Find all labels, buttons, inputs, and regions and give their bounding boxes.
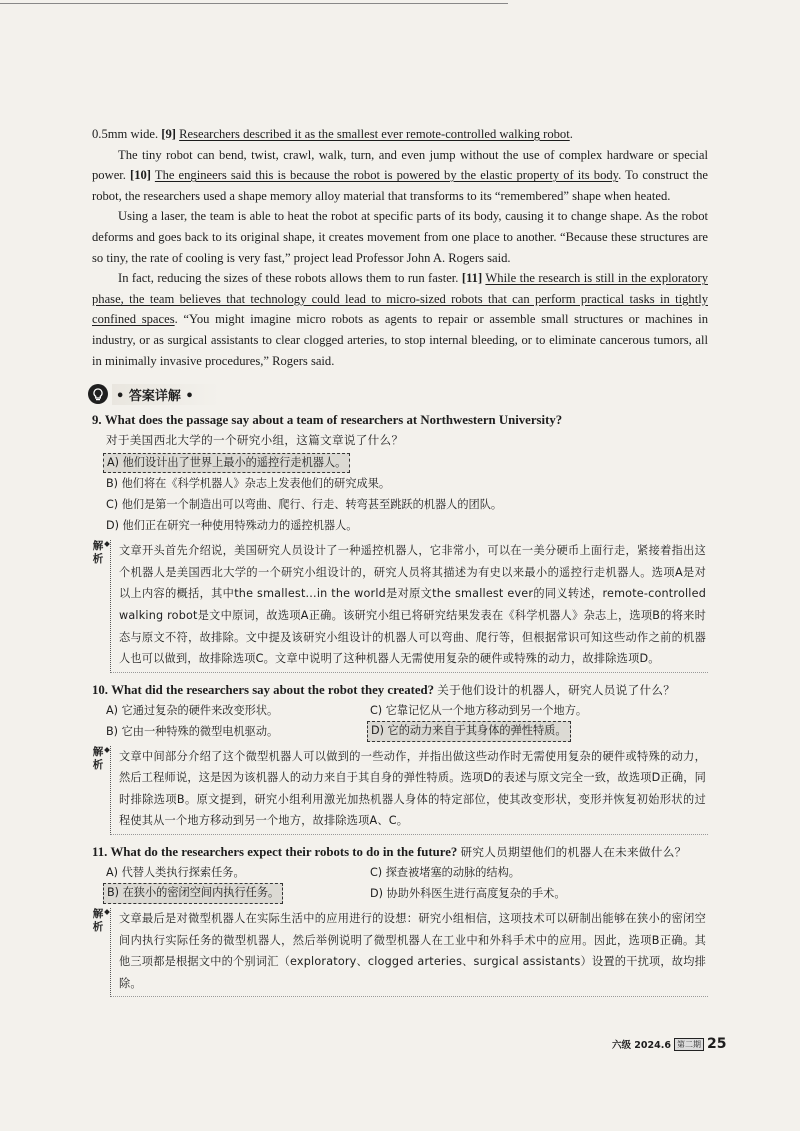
explanation-tag: 解析 xyxy=(92,540,104,566)
option-11a: A) 代替人类执行探索任务。 xyxy=(106,866,245,880)
section-title: • 答案详解 • xyxy=(112,384,220,405)
option-11d: D) 协助外科医生进行高度复杂的手术。 xyxy=(370,887,566,901)
question-text-en: What does the passage say about a team of researchers at Northwestern University? xyxy=(104,413,563,428)
explanation-9 xyxy=(92,540,708,673)
question-text-zh: 研究人员期望他们的机器人在未来做什么？ xyxy=(460,845,687,860)
passage-paragraph-1 xyxy=(92,124,708,145)
explanation-text: 文章中间部分介绍了这个微型机器人可以做到的一些动作，并指出做这些动作时无需使用复杂的硬件或特殊的动力，然后工程师说，这是因为该机器人的动力来自于其自身的弹性特质。选项D的表述与原文完全一致，故选项D正确，同时排除选项B。原文提到，研究小组利用激光加热机器人身体的特定部位，使其改变形状，变形并恢复初始形状的过程使其从一个地方移动到另一个地方，故排除选项A、C。 xyxy=(110,746,708,835)
explanation-text: 文章开头首先介绍说，美国研究人员设计了一种遥控机器人，它非常小，可以在一美分硬币上面行走，紧接着指出这个机器人是美国西北大学的一个研究小组设计的，研究人员将其描述为有史以来最小的遥控行走机器人。选项A是对以上内容的概括，其中the smallest...in the world是对原文the smallest ever的同义转述，remote-controlled walking robot是文中原词，故选项A正确。该研究小组已将研究结果发表在《科学机器人》杂志上，选项B的将来时态与原文不符，故排除。文中提及该研究小组设计的机器人可以弯曲、爬行等，但根据常识可知这些动作之前的机器人也可以做到，故排除选项C。文章中说明了这种机器人无需使用复杂的硬件或特殊的动力，故排除选项D。 xyxy=(110,540,708,673)
option-9b: B) 他们将在《科学机器人》杂志上发表他们的研究成果。 xyxy=(106,477,391,491)
question-marker-9: [9] xyxy=(161,127,176,141)
key-sentence-11: While the research is still in the exploratory phase, the team believes that technology could lead to micro-sized robots that can perform practical tasks in tightly confined spaces xyxy=(92,271,708,327)
passage-paragraph-4 xyxy=(92,268,708,371)
page-content xyxy=(92,124,708,1005)
question-text-en: What did the researchers say about the robot they created? xyxy=(111,682,435,697)
passage-text: 0.5mm wide. xyxy=(92,127,162,141)
question-marker-10: [10] xyxy=(130,168,151,183)
top-rule xyxy=(0,0,800,8)
explanation-10 xyxy=(92,746,708,835)
passage-paragraph-3: Using a laser, the team is able to heat the robot at specific parts of its body, causing it to change shape. As the robot deforms and goes back to its original shape, it creates movement from one place to another. “Because these structures are so tiny, the rate of cooling is very fast,” project lead Professor John A. Rogers said. xyxy=(92,209,708,265)
option-11b-correct: B) 在狭小的密闭空间内执行任务。 xyxy=(103,883,283,904)
options-10 xyxy=(106,700,708,742)
option-10c: C) 它靠记忆从一个地方移动到另一个地方。 xyxy=(370,703,588,717)
passage-paragraph-2 xyxy=(92,145,708,207)
option-10b: B) 它由一种特殊的微型电机驱动。 xyxy=(106,724,279,738)
options-11 xyxy=(106,862,708,904)
option-11c: C) 探查被堵塞的动脉的结构。 xyxy=(370,866,520,880)
explanation-tag: 解析 xyxy=(92,908,104,934)
explanation-text: 文章最后是对微型机器人在实际生活中的应用进行的设想：研究小组相信，这项技术可以研制出能够在狭小的密闭空间内执行实际任务的微型机器人，然后举例说明了微型机器人在工业中和外科手术中的应用。因此，选项B正确。其他三项都是根据文中的个别词汇（exploratory、clogged arteries、surgical assistants）设置的干扰项，故均排除。 xyxy=(110,908,708,997)
passage-text: In fact, reducing the sizes of these robots allows them to run faster. xyxy=(118,271,462,286)
question-number: 10. xyxy=(92,682,108,697)
question-11 xyxy=(92,843,708,862)
question-number: 11. xyxy=(92,845,108,860)
passage-text: . “You might imagine micro robots as agents to repair or assemble small structures or machines in industry, or as surgical assistants to clear clogged arteries, to stop internal bleeding, or to eliminate cancerous tumors, all in minimally invasive procedures,” Rogers said. xyxy=(92,312,709,368)
explanation-tag: 解析 xyxy=(92,745,104,771)
passage-text: . To construct the robot, the researchers used a shape memory alloy material that transforms to its “remembered” shape when heated. xyxy=(92,168,708,203)
key-sentence-10: The engineers said this is because the robot is powered by the elastic property of its body xyxy=(154,168,619,183)
explanation-11 xyxy=(92,908,708,997)
magazine-issue: 六级 2024.6 xyxy=(612,1040,671,1051)
passage-text: . xyxy=(569,127,573,141)
page-footer xyxy=(612,1036,726,1052)
question-marker-11: [11] xyxy=(461,271,483,286)
option-10a: A) 它通过复杂的硬件来改变形状。 xyxy=(106,703,279,717)
question-number: 9. xyxy=(92,413,102,428)
question-text-zh: 关于他们设计的机器人，研究人员说了什么？ xyxy=(437,682,676,697)
question-9 xyxy=(92,411,708,430)
page-number: 25 xyxy=(706,1036,727,1052)
answer-explanation-header xyxy=(88,383,708,405)
option-9d: D) 他们正在研究一种使用特殊动力的遥控机器人。 xyxy=(106,519,358,533)
question-9-translation: 对于美国西北大学的一个研究小组，这篇文章说了什么？ xyxy=(106,433,404,448)
question-text-en: What do the researchers expect their robots to do in the future? xyxy=(110,845,458,860)
key-sentence-9: Researchers described it as the smallest ever remote-controlled walking robot xyxy=(179,127,570,141)
option-9c: C) 他们是第一个制造出可以弯曲、爬行、行走、转弯甚至跳跃的机器人的团队。 xyxy=(106,498,503,512)
lightbulb-icon xyxy=(88,384,108,404)
option-9a-correct: A) 他们设计出了世界上最小的遥控行走机器人。 xyxy=(103,453,350,473)
option-10d-correct: D) 它的动力来自于其身体的弹性特质。 xyxy=(367,721,571,742)
passage-text: The tiny robot can bend, twist, crawl, walk, turn, and even jump without the use of complex hardware or special power. xyxy=(92,147,708,183)
question-10 xyxy=(92,681,708,700)
issue-badge: 第二期 xyxy=(674,1038,704,1051)
